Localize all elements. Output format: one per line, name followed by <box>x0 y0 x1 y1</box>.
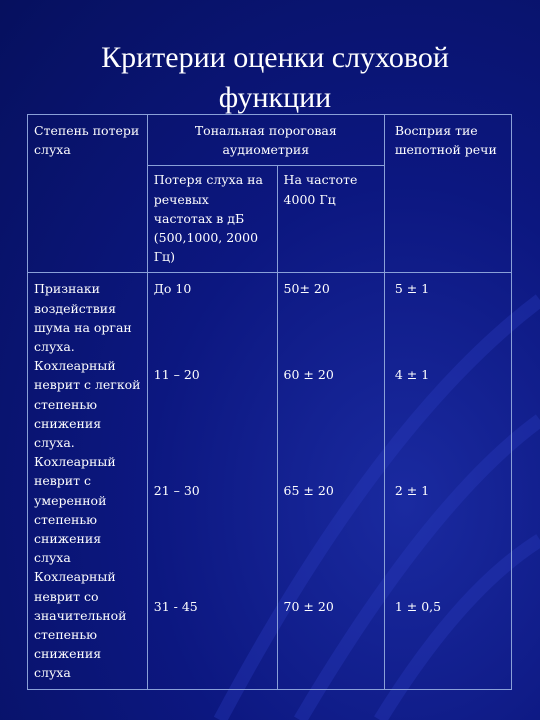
speech-loss-value: 21 – 30 <box>153 483 200 499</box>
header-whisper-perception: Восприя тие шепотной речи <box>384 115 511 273</box>
speech-loss-value: 31 - 45 <box>153 599 198 615</box>
hearing-criteria-table <box>27 114 512 690</box>
degree-label: Признаки воздействия шума на орган слуха. <box>34 281 132 355</box>
table-body-row <box>28 273 512 689</box>
4000hz-loss-value: 65 ± 20 <box>283 483 334 499</box>
subheader-4000hz: На частоте 4000 Гц <box>277 166 384 273</box>
4000hz-loss-value: 70 ± 20 <box>283 599 334 615</box>
whisper-distance-value: 4 ± 1 <box>394 367 430 383</box>
degree-label: Кохлеарный неврит со значительной степенью снижения слуха <box>34 569 127 681</box>
degree-label: Кохлеарный неврит с умеренной степенью снижения слуха <box>34 454 116 566</box>
whisper-distance-value: 1 ± 0,5 <box>394 599 442 615</box>
whisper-values-cell <box>384 273 511 689</box>
degree-labels-cell <box>28 273 148 689</box>
speech-loss-value: До 10 <box>153 281 192 297</box>
4000hz-loss-value: 60 ± 20 <box>283 367 334 383</box>
speech-values-cell <box>147 273 277 689</box>
4000hz-loss-value: 50± 20 <box>283 281 330 297</box>
title-line-1: Критерии оценки слуховой <box>101 41 449 74</box>
degree-label: Кохлеарный неврит с легкой степенью снижения слуха. <box>34 358 141 451</box>
whisper-distance-value: 2 ± 1 <box>394 483 430 499</box>
title-line-2: функции <box>218 81 332 114</box>
whisper-distance-value: 5 ± 1 <box>394 281 430 297</box>
table-header-row <box>28 115 512 166</box>
speech-loss-value: 11 – 20 <box>153 367 200 383</box>
subheader-speech-frequencies: Потеря слуха на речевых частотах в дБ (500,1000, 2000 Гц) <box>147 166 277 273</box>
header-tonal-audiometry: Тональная пороговая аудиометрия <box>147 115 384 166</box>
page-title <box>40 38 510 118</box>
header-hearing-loss-degree: Степень потери слуха <box>28 115 148 273</box>
4000hz-values-cell <box>277 273 384 689</box>
